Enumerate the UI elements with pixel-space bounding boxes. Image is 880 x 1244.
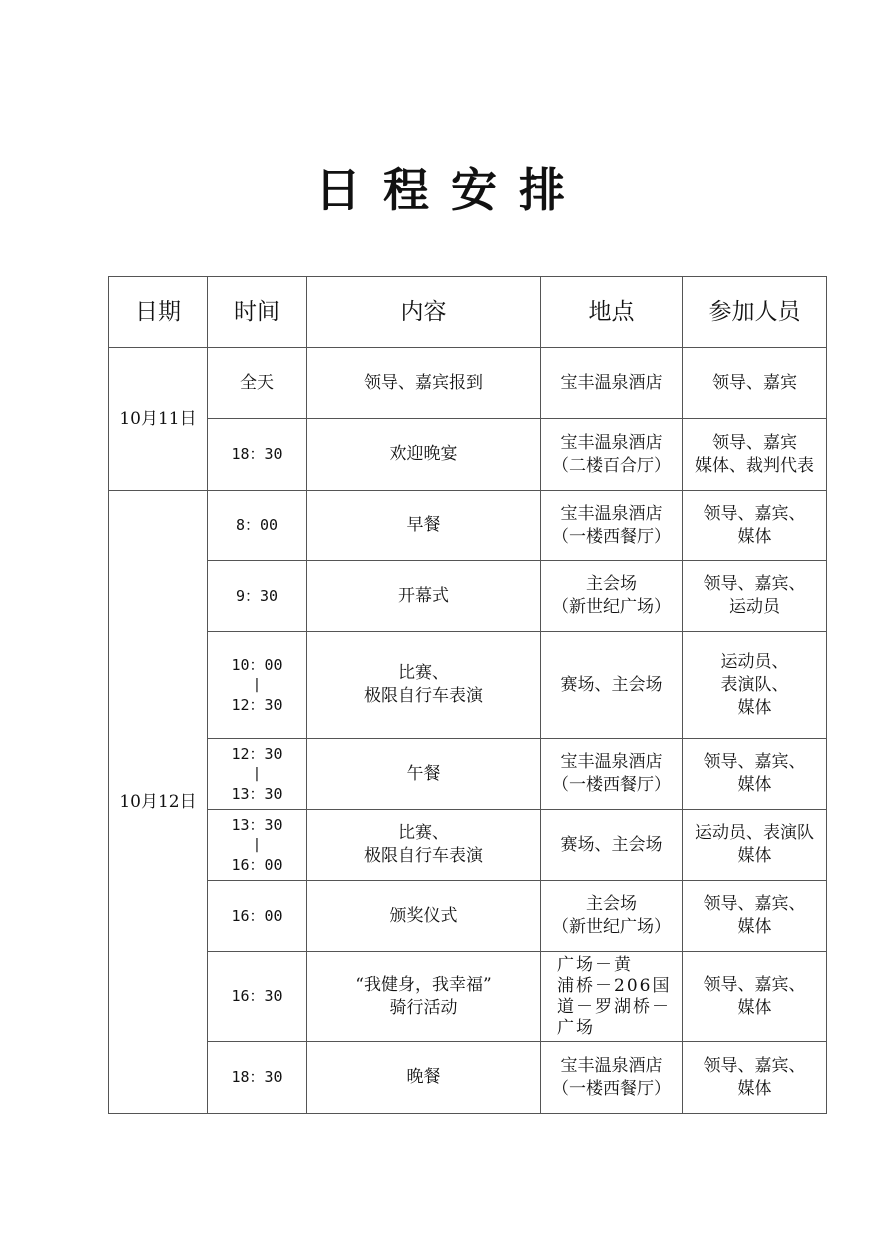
time-cell: 18：30 [208, 1042, 307, 1114]
content-cell: “我健身，我幸福” 骑行活动 [307, 952, 541, 1042]
location-cell: 广场－黄 浦桥－206国 道－罗湖桥－ 广场 [541, 952, 683, 1042]
date-cell: 10月12日 [109, 491, 208, 1114]
location-cell: 宝丰温泉酒店 （一楼西餐厅） [541, 1042, 683, 1114]
header-time: 时间 [208, 277, 307, 348]
table-row [109, 1042, 827, 1114]
participants-cell: 领导、嘉宾、 媒体 [683, 881, 827, 952]
schedule-table [108, 276, 827, 1114]
header-participants: 参加人员 [683, 277, 827, 348]
content-cell: 开幕式 [307, 561, 541, 632]
time-cell: 9：30 [208, 561, 307, 632]
table-row [109, 881, 827, 952]
content-cell: 午餐 [307, 739, 541, 810]
content-cell: 欢迎晚宴 [307, 419, 541, 491]
participants-cell: 运动员、表演队 媒体 [683, 810, 827, 881]
location-cell: 宝丰温泉酒店 （二楼百合厅） [541, 419, 683, 491]
content-cell: 颁奖仪式 [307, 881, 541, 952]
location-cell: 宝丰温泉酒店 （一楼西餐厅） [541, 491, 683, 561]
time-range-cell: 13：30 | 16：00 [208, 810, 307, 881]
location-cell: 宝丰温泉酒店 [541, 348, 683, 419]
table-row [109, 952, 827, 1042]
time-cell: 18：30 [208, 419, 307, 491]
content-cell: 比赛、 极限自行车表演 [307, 810, 541, 881]
time-cell: 16：00 [208, 881, 307, 952]
time-range-cell: 10：00 | 12：30 [208, 632, 307, 739]
table-row [109, 491, 827, 561]
header-date: 日期 [109, 277, 208, 348]
header-location: 地点 [541, 277, 683, 348]
time-cell: 8：00 [208, 491, 307, 561]
participants-cell: 领导、嘉宾、 媒体 [683, 952, 827, 1042]
time-cell: 16：30 [208, 952, 307, 1042]
header-row [109, 277, 827, 348]
table-row [109, 348, 827, 419]
content-cell: 领导、嘉宾报到 [307, 348, 541, 419]
participants-cell: 运动员、 表演队、 媒体 [683, 632, 827, 739]
participants-cell: 领导、嘉宾、 媒体 [683, 739, 827, 810]
content-cell: 比赛、 极限自行车表演 [307, 632, 541, 739]
table-row [109, 810, 827, 881]
participants-cell: 领导、嘉宾、 媒体 [683, 1042, 827, 1114]
table-row [109, 739, 827, 810]
content-cell: 晚餐 [307, 1042, 541, 1114]
participants-cell: 领导、嘉宾 [683, 348, 827, 419]
content-cell: 早餐 [307, 491, 541, 561]
participants-cell: 领导、嘉宾、 运动员 [683, 561, 827, 632]
location-cell: 主会场 （新世纪广场） [541, 561, 683, 632]
table-row [109, 561, 827, 632]
header-content: 内容 [307, 277, 541, 348]
page-title: 日程安排 [315, 163, 587, 217]
date-cell: 10月11日 [109, 348, 208, 491]
location-cell: 宝丰温泉酒店 （一楼西餐厅） [541, 739, 683, 810]
time-cell: 全天 [208, 348, 307, 419]
table-row [109, 632, 827, 739]
location-cell: 赛场、主会场 [541, 810, 683, 881]
participants-cell: 领导、嘉宾 媒体、裁判代表 [683, 419, 827, 491]
location-cell: 主会场 （新世纪广场） [541, 881, 683, 952]
participants-cell: 领导、嘉宾、 媒体 [683, 491, 827, 561]
location-cell: 赛场、主会场 [541, 632, 683, 739]
table-row [109, 419, 827, 491]
time-range-cell: 12：30 | 13：30 [208, 739, 307, 810]
